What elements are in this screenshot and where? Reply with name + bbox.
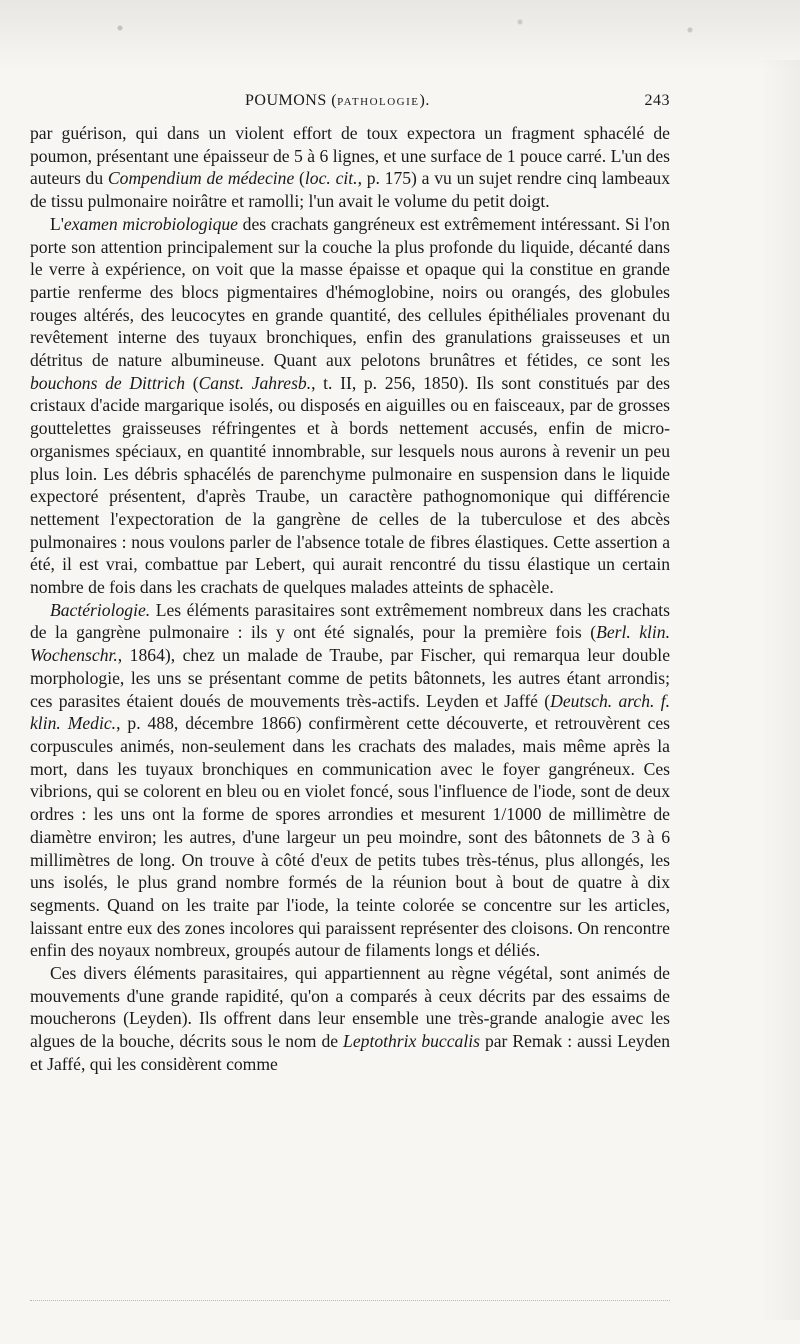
italic-text-run: Leptothrix buccalis [343,1031,480,1052]
page-bottom-edge [30,1300,670,1301]
scan-edge-right [760,60,800,1320]
page-number: 243 [644,92,670,109]
text-run: Les éléments parasitaires sont extrêmement nombreux dans les crachats de la gangrène pulmonaire : ils y ont été signalés, pour la première fois ( [30,599,670,643]
paragraph-3 [30,599,670,962]
text-run: ( [294,168,305,189]
text-run: des crachats gangréneux est extrêmement intéressant. Si l'on porte son attention principalement sur la couche la plus profonde du liquide, décanté dans le verre à expérience, on voit que la masse épaisse et opaque qui la constitue en grande partie renferme des blocs pigmentaires d'hémoglobine, noirs ou orangés, des globules rouges altérés, des leucocytes en grande quantité, des cellules épithéliales provenant du revêtement interne des tuyaux bronchiques, enfin des granulations graisseuses et un détritus de nature albumineuse. Quant aux pelotons brunâtres et fétides, ce sont les [30,213,670,371]
italic-text-run: Bactériologie. [50,599,151,620]
text-run: , p. 175) a vu un sujet rendre cinq lambeaux de tissu pulmonaire noirâtre et ramolli; l'un avait le volume du petit doigt. [30,168,671,212]
italic-text-run: loc. cit. [304,168,358,189]
running-title: POUMONS (PATHOLOGIE). [245,92,430,109]
text-run: , 1864), chez un malade de Traube, par Fischer, qui remarqua leur double morphologie, les uns se présentant comme de petits bâtonnets, les autres étant arrondis; ces parasites étaient doués de mouvements très-actifs. Leyden et Jaffé ( [30,645,670,711]
text-run: , t. II, p. 256, 1850). Ils sont constitués par des cristaux d'acide margarique isolés, ou disposés en aiguilles ou en faisceaux, par de grosses gouttelettes graisseuses réfringentes et à bords nettement accusés, enfin de micro-organismes spéciaux, en quantité innombrable, sur lesquels nous aurons à revenir un peu plus loin. Les débris sphacélés de parenchyme pulmonaire en suspension dans le liquide expectoré présentent, d'après Traube, un caractère pathognomonique qui différencie nettement l'expectoration de la gangrène de celles de la tuberculose et des abcès pulmonaires : nous voulons parler de l'absence totale de fibres élastiques. Cette assertion a été, il est vrai, combattue par Lebert, qui aurait rencontré du tissu élastique un certain nombre de fois dans les crachats de quelques malades atteints de sphacèle. [30,372,671,598]
scan-border-top [0,0,800,70]
body-text [30,122,670,1076]
title-main: POUMONS [245,92,327,109]
paragraph-1 [30,122,670,213]
text-run: , p. 488, décembre 1866) confirmèrent cette découverte, et retrouvèrent ces corpuscules animés, non-seulement dans les crachats des malades, mais même après la mort, dans les tuyaux bronchiques en communication avec le foyer gangréneux. Ces vibrions, qui se colorent en bleu ou en violet foncé, sous l'influence de l'iode, sont de deux ordres : les uns ont la forme de spores arrondies et mesurent 1/1000 de millimètre de diamètre environ; les autres, d'une largeur un peu moindre, sont des bâtonnets de 3 à 6 millimètres de long. On trouve à côté d'eux de petits tubes très-ténus, plus allongés, les uns isolés, le plus grand nombre formés de la réunion bout à bout de quatre à dix segments. Quand on les traite par l'iode, la teinte colorée se concentre sur les articles, laissant entre eux des zones incolores qui paraissent représenter des cloisons. On rencontre enfin des noyaux nombreux, groupés autour de filaments longs et déliés. [30,713,670,961]
text-run: Ces divers éléments parasitaires, qui appartiennent au règne végétal, sont animés de mouvements d'une grande rapidité, qu'on a comparés à ceux décrits par des essaims de moucherons (Leyden). Ils offrent dans leur ensemble une très-grande analogie avec les algues de la bouche, décrits sous le nom de [30,963,670,1052]
italic-text-run: Deutsch. arch. f. klin. Medic. [30,690,670,734]
title-subtitle: PATHOLOGIE [337,96,420,108]
paragraph-4 [30,962,670,1076]
running-header [30,92,670,116]
italic-text-run: Canst. Jahresb. [198,372,312,393]
paragraph-2 [30,213,670,599]
italic-text-run: Berl. klin. Wochenschr. [30,622,670,666]
text-run: ( [185,372,199,393]
text-run: par Remak : aussi Leyden et Jaffé, qui les considèrent comme [30,1031,670,1074]
italic-text-run: Compendium de médecine [107,168,295,189]
text-run: L' [50,213,64,234]
text-run: par guérison, qui dans un violent effort de toux expectora un fragment sphacélé de poumon, présentant une épaisseur de 5 à 6 lignes, et une surface de 1 pouce carré. L'un des auteurs du [30,123,670,189]
italic-text-run: examen microbiologique [63,213,238,234]
italic-text-run: bouchons de Dittrich [30,372,186,393]
